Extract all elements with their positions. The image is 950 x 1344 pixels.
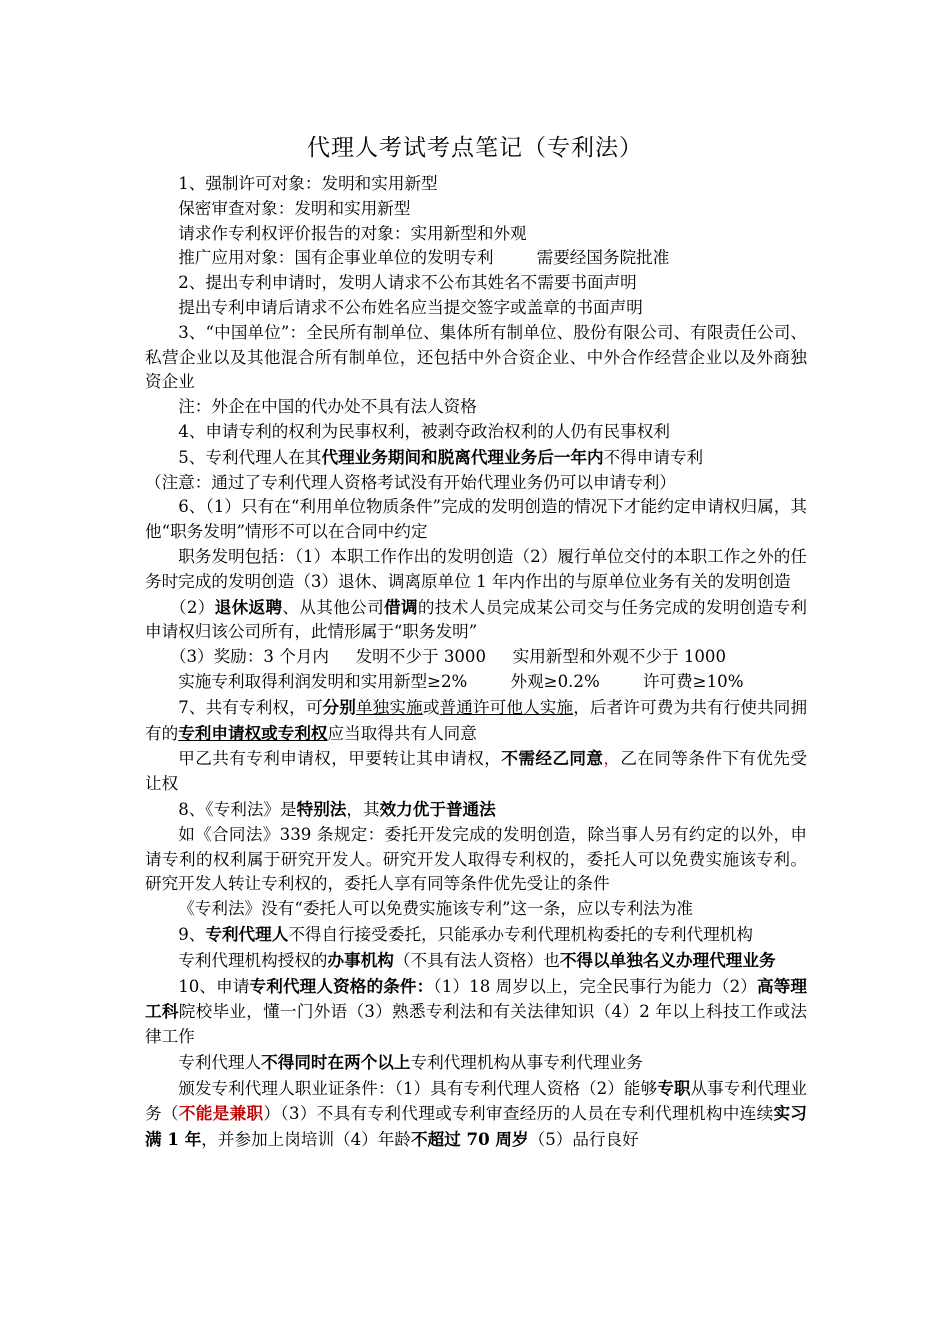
text: 专利代理机构从事专利代理业务 <box>410 1052 643 1072</box>
paragraph-single-agency <box>145 1050 807 1076</box>
text: 需要经国务院批准 <box>536 248 670 268</box>
page-title: 代理人考试考点笔记（专利法） <box>307 135 643 161</box>
text: 3、“中国单位”：全民所有制单位、集体所有制单位、股份有限公司、有限责任公司、私营企业以及其他混合所有制单位，还包括中外合资企业、中外合作经营企业以及外商独资企业 <box>145 322 807 392</box>
paragraph-joint-transfer <box>145 746 807 797</box>
paragraph-civil-rights <box>145 420 807 445</box>
text: ，其 <box>346 799 380 819</box>
paragraph-joint-patent <box>145 695 807 747</box>
bold-text: 特别法 <box>296 798 347 819</box>
paragraph-contract-law <box>145 823 807 897</box>
text: 5、专利代理人在其 <box>178 447 322 467</box>
text: 或 <box>422 697 440 717</box>
text: 2、提出专利申请时，发明人请求不公布其姓名不需要书面声明 <box>178 273 637 293</box>
text: 应当取得共有人同意 <box>327 723 477 743</box>
bold-text: 高等理工科 <box>145 975 807 1022</box>
text: 外观≥0.2% <box>510 671 600 691</box>
text: 注：外企在中国的代办处不具有法人资格 <box>178 397 477 417</box>
paragraph-evaluation-report <box>145 222 807 247</box>
underlined-text: 普通许可他人实施 <box>439 697 574 717</box>
text: 7、共有专利权，可 <box>178 697 323 717</box>
underlined-text: 单独实施 <box>355 697 423 717</box>
red-comma: ， <box>603 749 621 769</box>
text: （3）奖励：3 个月内 <box>169 647 330 667</box>
text: 专利代理机构授权的 <box>178 950 328 970</box>
bold-text: 不得同时在两个以上 <box>261 1051 411 1072</box>
paragraph-practice-certificate <box>145 1076 807 1153</box>
text: 颁发专利代理人职业证条件：（1）具有专利代理人资格（2）能够 <box>178 1078 658 1098</box>
text: 9、 <box>178 924 206 944</box>
bold-red-text: 不能是兼职 <box>178 1103 264 1124</box>
text: 6、（1）只有在“利用单位物质条件”完成的发明创造的情况下才能约定申请权归属，其他“职务发明”情形不可以在合同中约定 <box>145 497 807 542</box>
text: 请求作专利权评价报告的对象：实用新型和外观 <box>178 223 527 243</box>
paragraph-compulsory-license <box>145 172 807 197</box>
paragraph-service-invention-agreement <box>145 495 807 545</box>
text: （注意：通过了专利代理人资格考试没有开始代理业务仍可以申请专利） <box>145 472 676 492</box>
text: 提出专利申请后请求不公布姓名应当提交签字或盖章的书面声明 <box>178 297 643 317</box>
text: 推广应用对象：国有企事业单位的发明专利 <box>178 248 494 268</box>
bold-text: 不需经乙同意 <box>501 748 604 769</box>
paragraph-remuneration <box>145 670 807 695</box>
text: 专利代理人 <box>178 1052 262 1072</box>
text: 1、强制许可对象：发明和实用新型 <box>178 174 438 193</box>
paragraph-inventor-name <box>145 271 807 296</box>
text: 院校毕业，懂一门外语（3）熟悉专利法和有关法律知识（4）2 年以上科技工作或法律工作 <box>145 1002 808 1047</box>
paragraph-agent-note <box>145 471 807 496</box>
paragraph-branch-office <box>145 948 807 974</box>
text: 的技术人员完成某公司交与任务完成的发明创造专利申请权归该公司所有，此情形属于“职务发明” <box>145 597 808 642</box>
paragraph-agent-commission <box>145 922 807 948</box>
bold-text: 专利代理人 <box>205 923 289 944</box>
bold-text: 实习满 1 年 <box>145 1103 808 1150</box>
bold-text: 不得以单独名义办理代理业务 <box>559 949 776 970</box>
text: （不具有法人资格）也 <box>393 950 560 970</box>
text: 实用新型和外观不少于 1000 <box>512 647 727 667</box>
text: 10、申请 <box>178 976 250 996</box>
text: 《专利法》没有“委托人可以免费实施该专利”这一条，应以专利法为准 <box>178 899 693 919</box>
paragraph-patent-law-prevails <box>145 897 807 922</box>
text: 如《合同法》339 条规定：委托开发完成的发明创造，除当事人另有约定的以外，申请专利的权利属于研究开发人。研究开发人取得专利权的，委托人可以免费实施该专利。研究开发人转让专利权的，委托人享有同等条件优先受让的条件 <box>145 824 807 894</box>
bold-text: 办事机构 <box>327 949 394 970</box>
text: 从事专利代理业务（ <box>145 1078 807 1124</box>
paragraph-promotion-application <box>145 246 807 271</box>
text: 保密审查对象：发明和实用新型 <box>178 198 411 218</box>
text: 发明不少于 3000 <box>355 647 487 667</box>
document-body <box>145 172 807 1153</box>
bold-text: 退休返聘 <box>214 596 283 617</box>
text: 许可费≥10% <box>642 671 744 691</box>
text: （5）品行良好 <box>528 1130 639 1150</box>
text: 8、《专利法》是 <box>178 799 297 819</box>
text: 不得自行接受委托，只能承办专利代理机构委托的专利代理机构 <box>288 924 753 944</box>
text: （2） <box>169 597 215 617</box>
text: ，后者许可费为共有行使共同拥有的 <box>145 697 808 743</box>
paragraph-secrecy-review <box>145 197 807 222</box>
bold-text: 代理业务期间和脱离代理业务后一年内 <box>321 446 604 467</box>
bold-text: 不超过 70 周岁 <box>410 1129 529 1150</box>
bold-text: 效力优于普通法 <box>379 798 496 819</box>
paragraph-note-representative-office <box>145 395 807 420</box>
text: 乙在同等条件下有优先受让权 <box>145 749 808 794</box>
text: 、从其他公司 <box>282 597 385 617</box>
text: 职务发明包括：（1）本职工作作出的发明创造（2）履行单位交付的本职工作之外的任务时完成的发明创造（3）退休、调离原单位 1 年内作出的与原单位业务有关的发明创造 <box>145 546 807 591</box>
text: 甲乙共有专利申请权，甲要转让其申请权， <box>178 749 502 769</box>
text: 不得申请专利 <box>603 447 704 467</box>
paragraph-chinese-unit <box>145 321 807 395</box>
bold-text: 专利代理人资格的条件： <box>249 975 434 996</box>
paragraph-inventor-name-after <box>145 296 807 321</box>
text: 实施专利取得利润发明和实用新型≥2% <box>178 671 468 691</box>
paragraph-agent-restriction <box>145 445 807 471</box>
text: 4、申请专利的权利为民事权利，被剥夺政治权利的人仍有民事权利 <box>178 421 670 441</box>
text: ）（3）不具有专利代理或专利审查经历的人员在专利代理机构中连续 <box>263 1104 774 1124</box>
bold-text: 分别 <box>322 696 356 717</box>
paragraph-reward <box>145 645 807 670</box>
paragraph-service-invention-types <box>145 545 807 595</box>
bold-underlined-text: 专利申请权或专利权 <box>178 722 328 743</box>
bold-text: 借调 <box>384 596 418 617</box>
bold-text: 专职 <box>657 1077 691 1098</box>
paragraph-special-law <box>145 797 807 823</box>
text: （1）18 周岁以上，完全民事行为能力（2） <box>433 976 757 996</box>
paragraph-rehired-seconded <box>145 595 807 646</box>
text: ，并参加上岗培训（4）年龄 <box>201 1130 411 1150</box>
paragraph-agent-qualification <box>145 974 807 1050</box>
